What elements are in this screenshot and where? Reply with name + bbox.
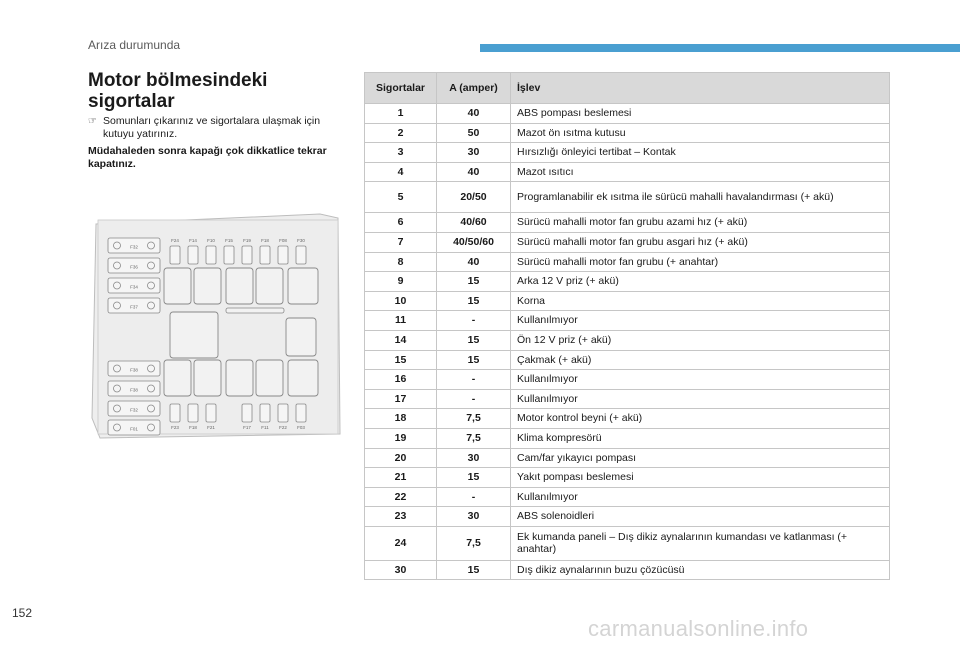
cell-function: Sürücü mahalli motor fan grubu (+ anahtar) — [511, 252, 890, 272]
fuse-label: F21 — [207, 425, 215, 430]
relay — [288, 268, 318, 304]
cell-function: Korna — [511, 291, 890, 311]
cell-amperage: 20/50 — [437, 182, 511, 213]
table-row — [365, 448, 890, 468]
header-fuse: Sigortalar — [365, 73, 437, 104]
cell-fuse: 23 — [365, 507, 437, 527]
fuse-label: F38 — [130, 387, 138, 393]
relay — [288, 360, 318, 396]
relay — [256, 268, 283, 304]
fuse-label: F19 — [243, 238, 251, 243]
cell-function: Sürücü mahalli motor fan grubu asgari hız (+ akü) — [511, 232, 890, 252]
table-row — [365, 272, 890, 292]
fuse-label: F15 — [225, 238, 233, 243]
watermark: carmanualsonline.info — [588, 616, 809, 641]
fuse-label: F37 — [130, 304, 138, 310]
large-relay — [170, 312, 218, 358]
cell-function: Arka 12 V priz (+ akü) — [511, 272, 890, 292]
cell-amperage: 7,5 — [437, 409, 511, 429]
table-row — [365, 409, 890, 429]
warning-note: Müdahaleden sonra kapağı çok dikkatlice tekrar kapatınız. — [88, 145, 327, 170]
cell-function: Ek kumanda paneli – Dış dikiz aynalarının kumandası ve katlanması (+ anahtar) — [511, 526, 890, 560]
cell-fuse: 8 — [365, 252, 437, 272]
cell-function: Kullanılmıyor — [511, 389, 890, 409]
cell-amperage: 40 — [437, 104, 511, 124]
fuse-label: F22 — [279, 425, 287, 430]
table-row — [365, 389, 890, 409]
cell-amperage: 15 — [437, 560, 511, 580]
table-row — [365, 487, 890, 507]
maxi-fuse — [296, 404, 306, 422]
table-row — [365, 560, 890, 580]
relay — [256, 360, 283, 396]
instruction-text: Somunları çıkarınız ve sigortalara ulaşmak için kutuyu yatırınız. — [103, 115, 321, 140]
fuse-label: F10 — [207, 238, 215, 243]
cell-fuse: 30 — [365, 560, 437, 580]
table-row — [365, 370, 890, 390]
header-accent-bar — [480, 44, 960, 52]
fuse-label: F08 — [279, 238, 287, 243]
cell-fuse: 20 — [365, 448, 437, 468]
fuse-label: F32 — [130, 407, 138, 413]
fuse-label: F14 — [189, 238, 197, 243]
maxi-fuse — [242, 246, 252, 264]
table-row — [365, 252, 890, 272]
cell-function: Cam/far yıkayıcı pompası — [511, 448, 890, 468]
cell-fuse: 21 — [365, 468, 437, 488]
fuse-label: F30 — [297, 238, 305, 243]
cell-function: Mazot ön ısıtma kutusu — [511, 123, 890, 143]
table-row — [365, 182, 890, 213]
fuse-label: F01 — [130, 426, 138, 432]
maxi-fuse — [260, 246, 270, 264]
maxi-fuse — [188, 246, 198, 264]
table-row — [365, 468, 890, 488]
cell-fuse: 15 — [365, 350, 437, 370]
maxi-fuse — [170, 246, 180, 264]
relay — [226, 268, 253, 304]
relay — [194, 360, 221, 396]
maxi-fuse — [224, 246, 234, 264]
page-title: Motor bölmesindeki sigortalar — [88, 70, 268, 112]
table-row — [365, 311, 890, 331]
cell-amperage: - — [437, 487, 511, 507]
cell-amperage: - — [437, 311, 511, 331]
maxi-fuse — [206, 246, 216, 264]
table-row — [365, 143, 890, 163]
table-row — [365, 232, 890, 252]
cell-function: Kullanılmıyor — [511, 370, 890, 390]
cell-function: Kullanılmıyor — [511, 311, 890, 331]
cell-function: Sürücü mahalli motor fan grubu azami hız (+ akü) — [511, 213, 890, 233]
fuse-label: F36 — [130, 264, 138, 270]
cell-function: Programlanabilir ek ısıtma ile sürücü mahalli havalandırması (+ akü) — [511, 182, 890, 213]
cell-amperage: 15 — [437, 272, 511, 292]
cell-fuse: 11 — [365, 311, 437, 331]
cell-amperage: 40/60 — [437, 213, 511, 233]
cell-amperage: 40 — [437, 162, 511, 182]
fuse-table — [364, 72, 890, 580]
cell-function: Ön 12 V priz (+ akü) — [511, 330, 890, 350]
cell-amperage: 40 — [437, 252, 511, 272]
fuse-label: F03 — [297, 425, 305, 430]
maxi-fuse — [260, 404, 270, 422]
hand-pointer-icon: ☞ — [88, 116, 97, 127]
cell-function: Hırsızlığı önleyici tertibat – Kontak — [511, 143, 890, 163]
table-row — [365, 350, 890, 370]
maxi-fuse — [188, 404, 198, 422]
cell-amperage: 15 — [437, 350, 511, 370]
cell-function: ABS solenoidleri — [511, 507, 890, 527]
cell-fuse: 7 — [365, 232, 437, 252]
table-row — [365, 291, 890, 311]
cell-fuse: 5 — [365, 182, 437, 213]
relay — [164, 360, 191, 396]
cell-function: Yakıt pompası beslemesi — [511, 468, 890, 488]
cell-fuse: 1 — [365, 104, 437, 124]
cell-fuse: 14 — [365, 330, 437, 350]
table-row — [365, 526, 890, 560]
relay — [286, 318, 316, 356]
table-row — [365, 213, 890, 233]
header-amperage: A (amper) — [437, 73, 511, 104]
fuse-label: F17 — [243, 425, 251, 430]
cell-amperage: 15 — [437, 330, 511, 350]
cell-amperage: 30 — [437, 143, 511, 163]
table-row — [365, 123, 890, 143]
cell-function: ABS pompası beslemesi — [511, 104, 890, 124]
cell-fuse: 4 — [365, 162, 437, 182]
cell-fuse: 6 — [365, 213, 437, 233]
maxi-fuse — [278, 404, 288, 422]
cell-amperage: 15 — [437, 468, 511, 488]
connector-strip — [226, 308, 284, 313]
cell-amperage: 15 — [437, 291, 511, 311]
cell-fuse: 17 — [365, 389, 437, 409]
cell-amperage: 50 — [437, 123, 511, 143]
instruction-bullet — [88, 115, 348, 141]
maxi-fuse — [296, 246, 306, 264]
fuse-label: F24 — [171, 238, 179, 243]
fuse-label: F18 — [189, 425, 197, 430]
cell-fuse: 19 — [365, 428, 437, 448]
relay — [164, 268, 191, 304]
maxi-fuse — [242, 404, 252, 422]
cell-function: Dış dikiz aynalarının buzu çözücüsü — [511, 560, 890, 580]
cell-fuse: 22 — [365, 487, 437, 507]
cell-fuse: 2 — [365, 123, 437, 143]
cell-amperage: 30 — [437, 507, 511, 527]
cell-amperage: - — [437, 370, 511, 390]
cell-function: Mazot ısıtıcı — [511, 162, 890, 182]
cell-fuse: 10 — [365, 291, 437, 311]
fuse-label: F38 — [130, 367, 138, 373]
page-number: 152 — [12, 606, 33, 620]
fuse-label: F11 — [261, 425, 269, 430]
cell-fuse: 9 — [365, 272, 437, 292]
cell-function: Kullanılmıyor — [511, 487, 890, 507]
fuse-box-diagram — [88, 208, 350, 440]
table-row — [365, 428, 890, 448]
maxi-fuse — [170, 404, 180, 422]
cell-fuse: 24 — [365, 526, 437, 560]
cell-fuse: 18 — [365, 409, 437, 429]
relay — [226, 360, 253, 396]
section-header: Arıza durumunda — [88, 38, 181, 52]
maxi-fuse — [278, 246, 288, 264]
cell-function: Klima kompresörü — [511, 428, 890, 448]
table-row — [365, 104, 890, 124]
cell-amperage: 30 — [437, 448, 511, 468]
cell-amperage: 7,5 — [437, 526, 511, 560]
cell-fuse: 16 — [365, 370, 437, 390]
cell-amperage: 7,5 — [437, 428, 511, 448]
relay — [194, 268, 221, 304]
table-row — [365, 162, 890, 182]
table-row — [365, 507, 890, 527]
maxi-fuse — [206, 404, 216, 422]
fuse-label: F34 — [130, 284, 138, 290]
cell-amperage: 40/50/60 — [437, 232, 511, 252]
fuse-label: F23 — [171, 425, 179, 430]
table-header-row — [365, 73, 890, 104]
table-row — [365, 330, 890, 350]
cell-function: Çakmak (+ akü) — [511, 350, 890, 370]
cell-function: Motor kontrol beyni (+ akü) — [511, 409, 890, 429]
cell-fuse: 3 — [365, 143, 437, 163]
fuse-label: F32 — [130, 244, 138, 250]
fuse-label: F18 — [261, 238, 269, 243]
header-function: İşlev — [511, 73, 890, 104]
cell-amperage: - — [437, 389, 511, 409]
